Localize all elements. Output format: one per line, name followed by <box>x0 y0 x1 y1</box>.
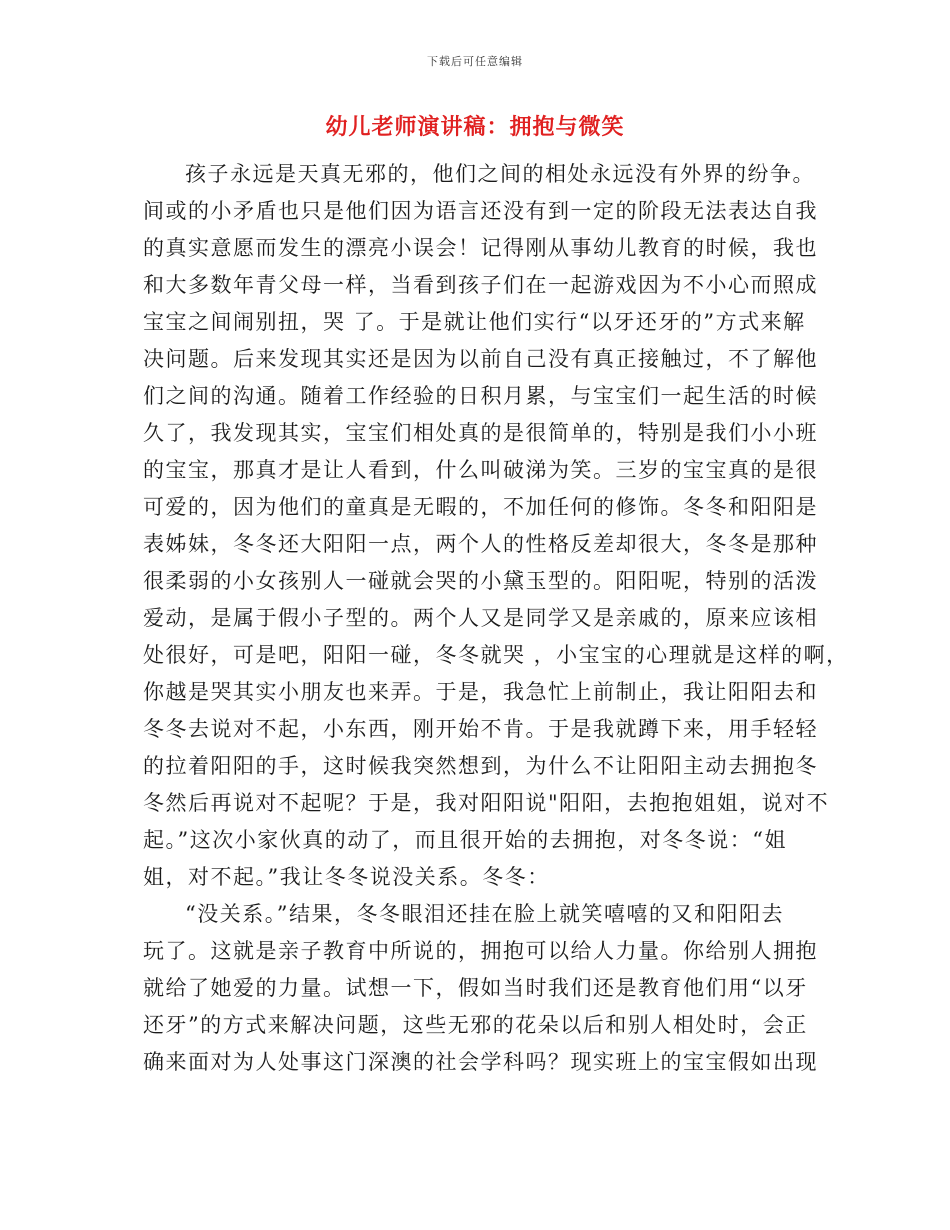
paragraph-line: 的真实意愿而发生的漂亮小误会！记得刚从事幼儿教育的时候，我也 <box>143 236 818 260</box>
paragraph-line: 起。”这次小家伙真的动了，而且很开始的去拥抱，对冬冬说：“姐 <box>143 828 787 852</box>
paragraph-line: 还牙”的方式来解决问题，这些无邪的花朵以后和别人相处时，会正 <box>143 1013 808 1037</box>
paragraph-line: 间或的小矛盾也只是他们因为语言还没有到一定的阶段无法表达自我 <box>143 199 818 223</box>
paragraph-line: 久了，我发现其实，宝宝们相处真的是很简单的，特别是我们小小班 <box>143 421 818 445</box>
paragraph-line: 们之间的沟通。随着工作经验的日积月累，与宝宝们一起生活的时候 <box>143 384 818 408</box>
paragraph-line: 很柔弱的小女孩别人一碰就会哭的小黛玉型的。阳阳呢，特别的活泼 <box>143 569 818 593</box>
paragraph-line: 宝宝之间闹别扭，哭 了。于是就让他们实行“以牙还牙的”方式来解 <box>143 310 806 334</box>
paragraph-line: 表姊妹，冬冬还大阳阳一点，两个人的性格反差却很大，冬冬是那种 <box>143 532 818 556</box>
paragraph-line: 冬然后再说对不起呢？于是，我对阳阳说"阳阳，去抱抱姐姐，说对不 <box>143 791 830 815</box>
paragraph-line: 就给了她爱的力量。试想一下，假如当时我们还是教育他们用“以牙 <box>143 976 808 1000</box>
paragraph-line: 的宝宝，那真才是让人看到，什么叫破涕为笑。三岁的宝宝真的是很 <box>143 458 818 482</box>
paragraph-line: 姐，对不起。”我让冬冬说没关系。冬冬： <box>143 865 550 889</box>
paragraph-line: 决问题。后来发现其实还是因为以前自己没有真正接触过，不了解他 <box>143 347 818 371</box>
paragraph-line: 爱动，是属于假小子型的。两个人又是同学又是亲戚的，原来应该相 <box>143 606 818 630</box>
paragraph-line: 的拉着阳阳的手，这时候我突然想到，为什么不让阳阳主动去拥抱冬 <box>143 754 818 778</box>
paragraph-line: 处很好，可是吧，阳阳一碰，冬冬就哭 ，小宝宝的心理就是这样的啊， <box>143 643 849 667</box>
paragraph-line: 冬冬去说对不起，小东西，刚开始不肯。于是我就蹲下来，用手轻轻 <box>143 717 818 741</box>
body-text <box>143 156 849 1081</box>
paragraph-line: 和大多数年青父母一样，当看到孩子们在一起游戏因为不小心而照成 <box>143 273 818 297</box>
paragraph-line: 确来面对为人处事这门深澳的社会学科吗？现实班上的宝宝假如出现 <box>143 1050 818 1074</box>
header-note: 下载后可任意编辑 <box>427 55 523 68</box>
paragraph-line: 玩了。这就是亲子教育中所说的，拥抱可以给人力量。你给别人拥抱 <box>143 939 818 963</box>
document-title: 幼儿老师演讲稿：拥抱与微笑 <box>325 115 625 140</box>
paragraph-line: 你越是哭其实小朋友也来弄。于是，我急忙上前制止，我让阳阳去和 <box>143 680 818 704</box>
paragraph-line: “没关系。”结果，冬冬眼泪还挂在脸上就笑嘻嘻的又和阳阳去 <box>185 902 784 926</box>
paragraph-line: 可爱的，因为他们的童真是无暇的，不加任何的修饰。冬冬和阳阳是 <box>143 495 818 519</box>
paragraph-line: 孩子永远是天真无邪的，他们之间的相处永远没有外界的纷争。 <box>185 162 815 186</box>
